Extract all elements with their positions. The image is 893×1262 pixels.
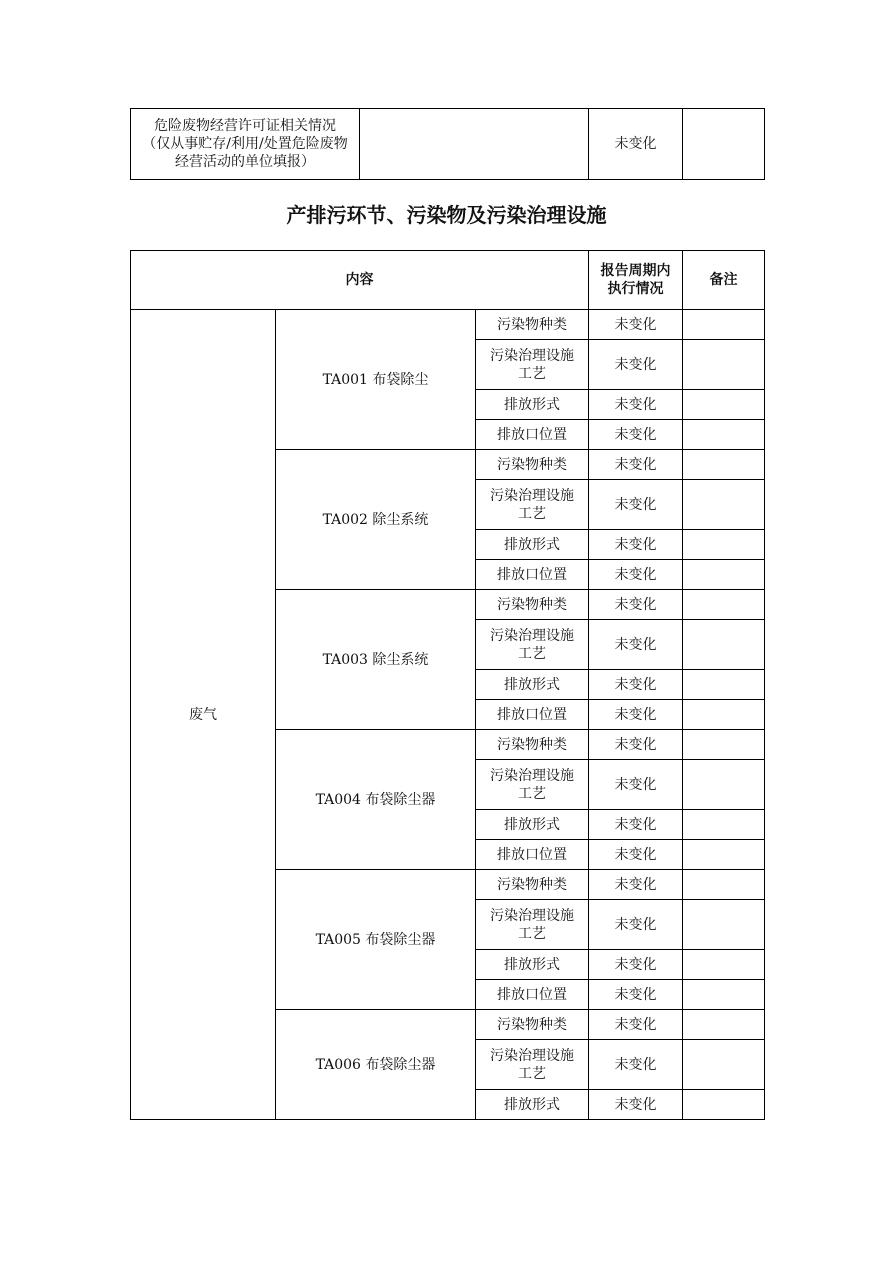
item-label: 污染治理设施工艺 — [476, 480, 589, 530]
item-label: 污染治理设施工艺 — [476, 900, 589, 950]
item-remark — [683, 590, 765, 620]
item-remark — [683, 310, 765, 340]
facility-name: TA003 除尘系统 — [276, 590, 476, 730]
item-status: 未变化 — [589, 530, 683, 560]
category-cell: 废气 — [131, 310, 276, 1120]
item-status: 未变化 — [589, 950, 683, 980]
item-status: 未变化 — [589, 760, 683, 810]
license-label: 危险废物经营许可证相关情况（仅从事贮存/利用/处置危险废物经营活动的单位填报） — [131, 109, 360, 180]
item-label: 污染物种类 — [476, 870, 589, 900]
item-status: 未变化 — [589, 340, 683, 390]
item-remark — [683, 1090, 765, 1120]
item-remark — [683, 560, 765, 590]
item-status: 未变化 — [589, 840, 683, 870]
item-status: 未变化 — [589, 1040, 683, 1090]
section-title: 产排污环节、污染物及污染治理设施 — [286, 203, 607, 227]
item-label: 排放形式 — [476, 530, 589, 560]
facility-name: TA001 布袋除尘 — [276, 310, 476, 450]
item-label: 污染物种类 — [476, 1010, 589, 1040]
item-label: 排放口位置 — [476, 980, 589, 1010]
item-status: 未变化 — [589, 1010, 683, 1040]
item-remark — [683, 980, 765, 1010]
license-value — [360, 109, 589, 180]
header-remark: 备注 — [683, 251, 765, 310]
item-status: 未变化 — [589, 450, 683, 480]
item-remark — [683, 700, 765, 730]
item-label: 污染物种类 — [476, 310, 589, 340]
header-content: 内容 — [131, 251, 589, 310]
item-label: 污染物种类 — [476, 730, 589, 760]
facility-name: TA002 除尘系统 — [276, 450, 476, 590]
item-status: 未变化 — [589, 480, 683, 530]
item-remark — [683, 810, 765, 840]
item-status: 未变化 — [589, 590, 683, 620]
item-remark — [683, 730, 765, 760]
pollution-facilities-table — [130, 250, 765, 1120]
item-label: 排放形式 — [476, 1090, 589, 1120]
item-status: 未变化 — [589, 390, 683, 420]
item-label: 排放形式 — [476, 810, 589, 840]
item-label: 污染物种类 — [476, 450, 589, 480]
table-body — [131, 310, 765, 1120]
item-remark — [683, 480, 765, 530]
item-remark — [683, 620, 765, 670]
header-status: 报告周期内执行情况 — [589, 251, 683, 310]
item-label: 污染物种类 — [476, 590, 589, 620]
license-remark — [683, 109, 765, 180]
item-label: 排放口位置 — [476, 420, 589, 450]
facility-name: TA006 布袋除尘器 — [276, 1010, 476, 1120]
license-status: 未变化 — [589, 109, 683, 180]
item-remark — [683, 420, 765, 450]
item-label: 排放形式 — [476, 670, 589, 700]
item-label: 污染治理设施工艺 — [476, 340, 589, 390]
table-header-row — [131, 251, 765, 310]
item-label: 污染治理设施工艺 — [476, 620, 589, 670]
hazardous-waste-license-row — [131, 109, 765, 180]
item-label: 排放形式 — [476, 390, 589, 420]
item-remark — [683, 340, 765, 390]
item-status: 未变化 — [589, 900, 683, 950]
item-label: 排放口位置 — [476, 700, 589, 730]
item-status: 未变化 — [589, 310, 683, 340]
item-status: 未变化 — [589, 1090, 683, 1120]
item-status: 未变化 — [589, 870, 683, 900]
item-status: 未变化 — [589, 560, 683, 590]
item-label: 排放形式 — [476, 950, 589, 980]
item-status: 未变化 — [589, 730, 683, 760]
item-label: 排放口位置 — [476, 560, 589, 590]
item-remark — [683, 1040, 765, 1090]
facility-name: TA004 布袋除尘器 — [276, 730, 476, 870]
item-remark — [683, 450, 765, 480]
item-status: 未变化 — [589, 670, 683, 700]
item-remark — [683, 1010, 765, 1040]
item-status: 未变化 — [589, 980, 683, 1010]
item-status: 未变化 — [589, 620, 683, 670]
facility-name: TA005 布袋除尘器 — [276, 870, 476, 1010]
item-remark — [683, 950, 765, 980]
item-label: 排放口位置 — [476, 840, 589, 870]
item-remark — [683, 670, 765, 700]
item-status: 未变化 — [589, 810, 683, 840]
hazardous-waste-license-table — [130, 108, 765, 180]
item-status: 未变化 — [589, 420, 683, 450]
item-label: 污染治理设施工艺 — [476, 1040, 589, 1090]
item-remark — [683, 900, 765, 950]
item-remark — [683, 530, 765, 560]
item-remark — [683, 760, 765, 810]
item-remark — [683, 840, 765, 870]
item-remark — [683, 390, 765, 420]
item-label: 污染治理设施工艺 — [476, 760, 589, 810]
table-row — [131, 310, 765, 340]
item-remark — [683, 870, 765, 900]
item-status: 未变化 — [589, 700, 683, 730]
